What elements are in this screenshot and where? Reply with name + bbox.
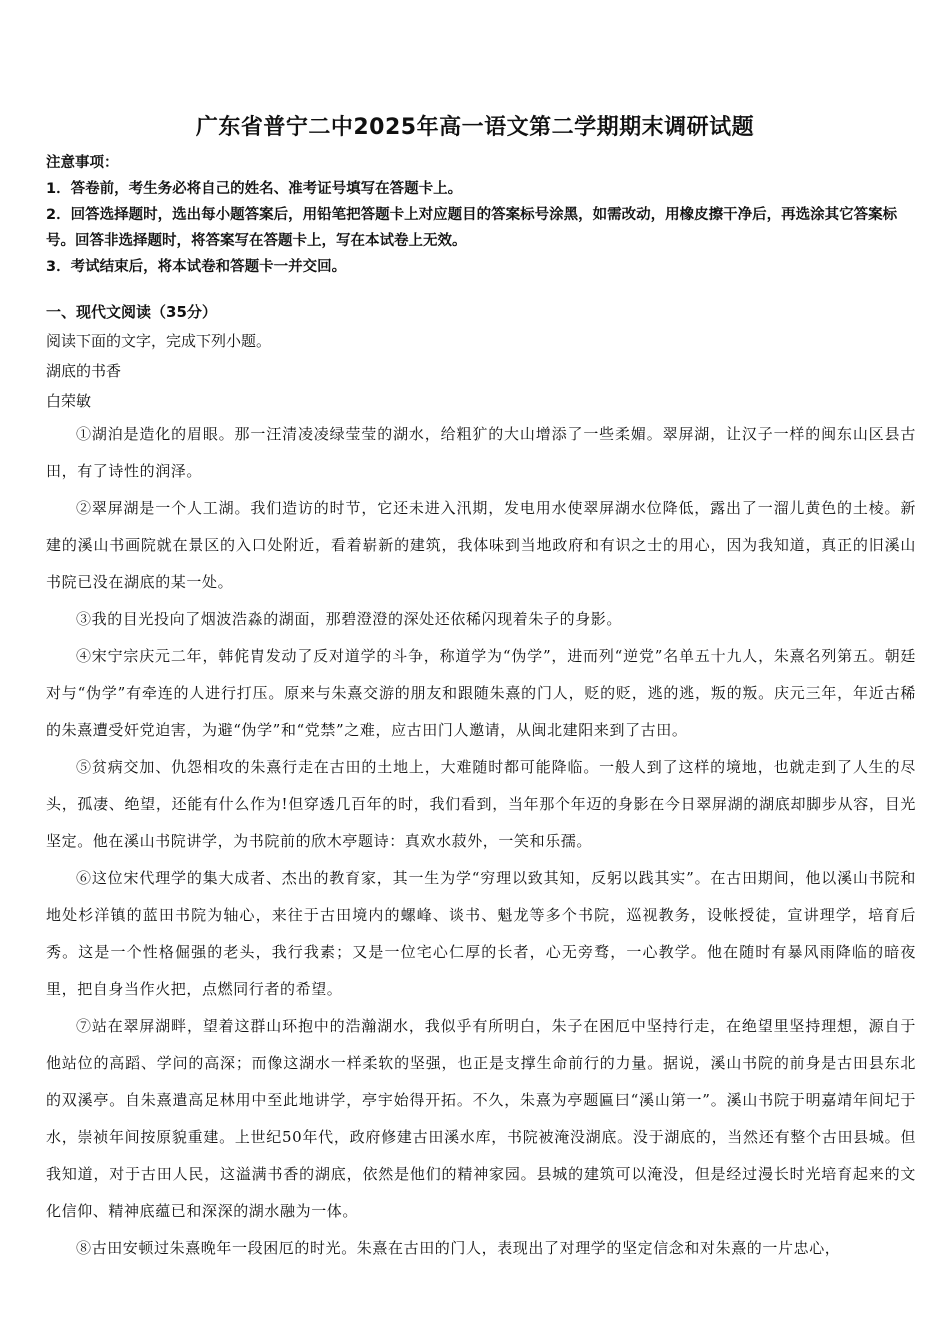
- paragraph-2: ②翠屏湖是一个人工湖。我们造访的时节，它还未进入汛期，发电用水使翠屏湖水位降低，露出了一溜儿黄色的土棱。新建的溪山书画院就在景区的入口处附近，看着崭新的建筑，我体味到当地政府和有识之士的用心，因为我知道，真正的旧溪山书院已没在湖底的某一处。: [46, 499, 916, 591]
- exam-title: 广东省普宁二中2025年高一语文第二学期期末调研试题: [195, 115, 755, 140]
- paragraph-6: ⑥这位宋代理学的集大成者、杰出的教育家，其一生为学“穷理以致其知，反躬以践其实”。在古田期间，他以溪山书院和地处杉洋镇的蓝田书院为轴心，来往于古田境内的螺峰、谈书、魁龙等多个书院，巡视教务，设帐授徒，宣讲理学，培育后秀。这是一个性格倔强的老头，我行我素；又是一位宅心仁厚的长者，心无旁骛，一心教学。他在随时有暴风雨降临的暗夜里，把自身当作火把，点燃同行者的希望。: [46, 869, 916, 998]
- notice-item-1: 1．答卷前，考生务必将自己的姓名、准考证号填写在答题卡上。: [46, 181, 463, 197]
- notice-item-3: 3．考试结束后，将本试卷和答题卡一并交回。: [46, 259, 347, 275]
- notice-item-2: 2．回答选择题时，选出每小题答案后，用铅笔把答题卡上对应题目的答案标号涂黑，如需改动，用橡皮擦干净后，再选涂其它答案标号。回答非选择题时，将答案写在答题卡上，写在本试卷上无效。: [46, 207, 898, 249]
- article-title: 湖底的书香: [46, 362, 122, 380]
- section-instruction: 阅读下面的文字，完成下列小题。: [46, 332, 272, 350]
- article-author: 白荣敏: [46, 392, 92, 410]
- paragraph-8: ⑧古田安顿过朱熹晚年一段困厄的时光。朱熹在古田的门人，表现出了对理学的坚定信念和对朱熹的一片忠心，: [76, 1239, 841, 1257]
- paragraph-4: ④宋宁宗庆元二年，韩侂胄发动了反对道学的斗争，称道学为“伪学”，进而列“逆党”名单五十九人，朱熹名列第五。朝廷对与“伪学”有牵连的人进行打压。原来与朱熹交游的朋友和跟随朱熹的门人，贬的贬，逃的逃，叛的叛。庆元三年，年近古稀的朱熹遭受奸党迫害，为避“伪学”和“党禁”之难，应古田门人邀请，从闽北建阳来到了古田。: [46, 647, 916, 739]
- reading-section: [46, 298, 916, 1267]
- paragraph-1: ①湖泊是造化的眉眼。那一汪清凌凌绿莹莹的湖水，给粗犷的大山增添了一些柔媚。翠屏湖，让汉子一样的闽东山区县古田，有了诗性的润泽。: [46, 425, 916, 480]
- notice-block: [46, 150, 916, 280]
- paragraph-5: ⑤贫病交加、仇怨相攻的朱熹行走在古田的土地上，大难随时都可能降临。一般人到了这样的境地，也就走到了人生的尽头，孤凄、绝望，还能有什么作为!但穿透几百年的时，我们看到，当年那个年迈的身影在今日翠屏湖的湖底却脚步从容，目光坚定。他在溪山书院讲学，为书院前的欣木亭题诗：真欢水菽外，一笑和乐孺。: [46, 758, 916, 850]
- section-title: 一、现代文阅读（35分）: [46, 303, 217, 321]
- notice-heading: 注意事项：: [46, 155, 119, 171]
- paragraph-7: ⑦站在翠屏湖畔，望着这群山环抱中的浩瀚湖水，我似乎有所明白，朱子在困厄中坚持行走，在绝望里坚持理想，源自于他站位的高蹈、学问的高深；而像这湖水一样柔软的坚强，也正是支撑生命前行的力量。据说，溪山书院的前身是古田县东北的双溪亭。自朱熹遣高足林用中至此地讲学，亭宇始得开拓。不久，朱熹为亭题匾曰“溪山第一”。溪山书院于明嘉靖年间圮于水，崇祯年间按原貌重建。上世纪50年代，政府修建古田溪水库，书院被淹没湖底。没于湖底的，当然还有整个古田县城。但我知道，对于古田人民，这溢满书香的湖底，依然是他们的精神家园。县城的建筑可以淹没，但是经过漫长时光培育起来的文化信仰、精神底蕴已和深深的湖水融为一体。: [46, 1017, 916, 1220]
- paragraph-3: ③我的目光投向了烟波浩淼的湖面，那碧澄澄的深处还依稀闪现着朱子的身影。: [76, 610, 623, 628]
